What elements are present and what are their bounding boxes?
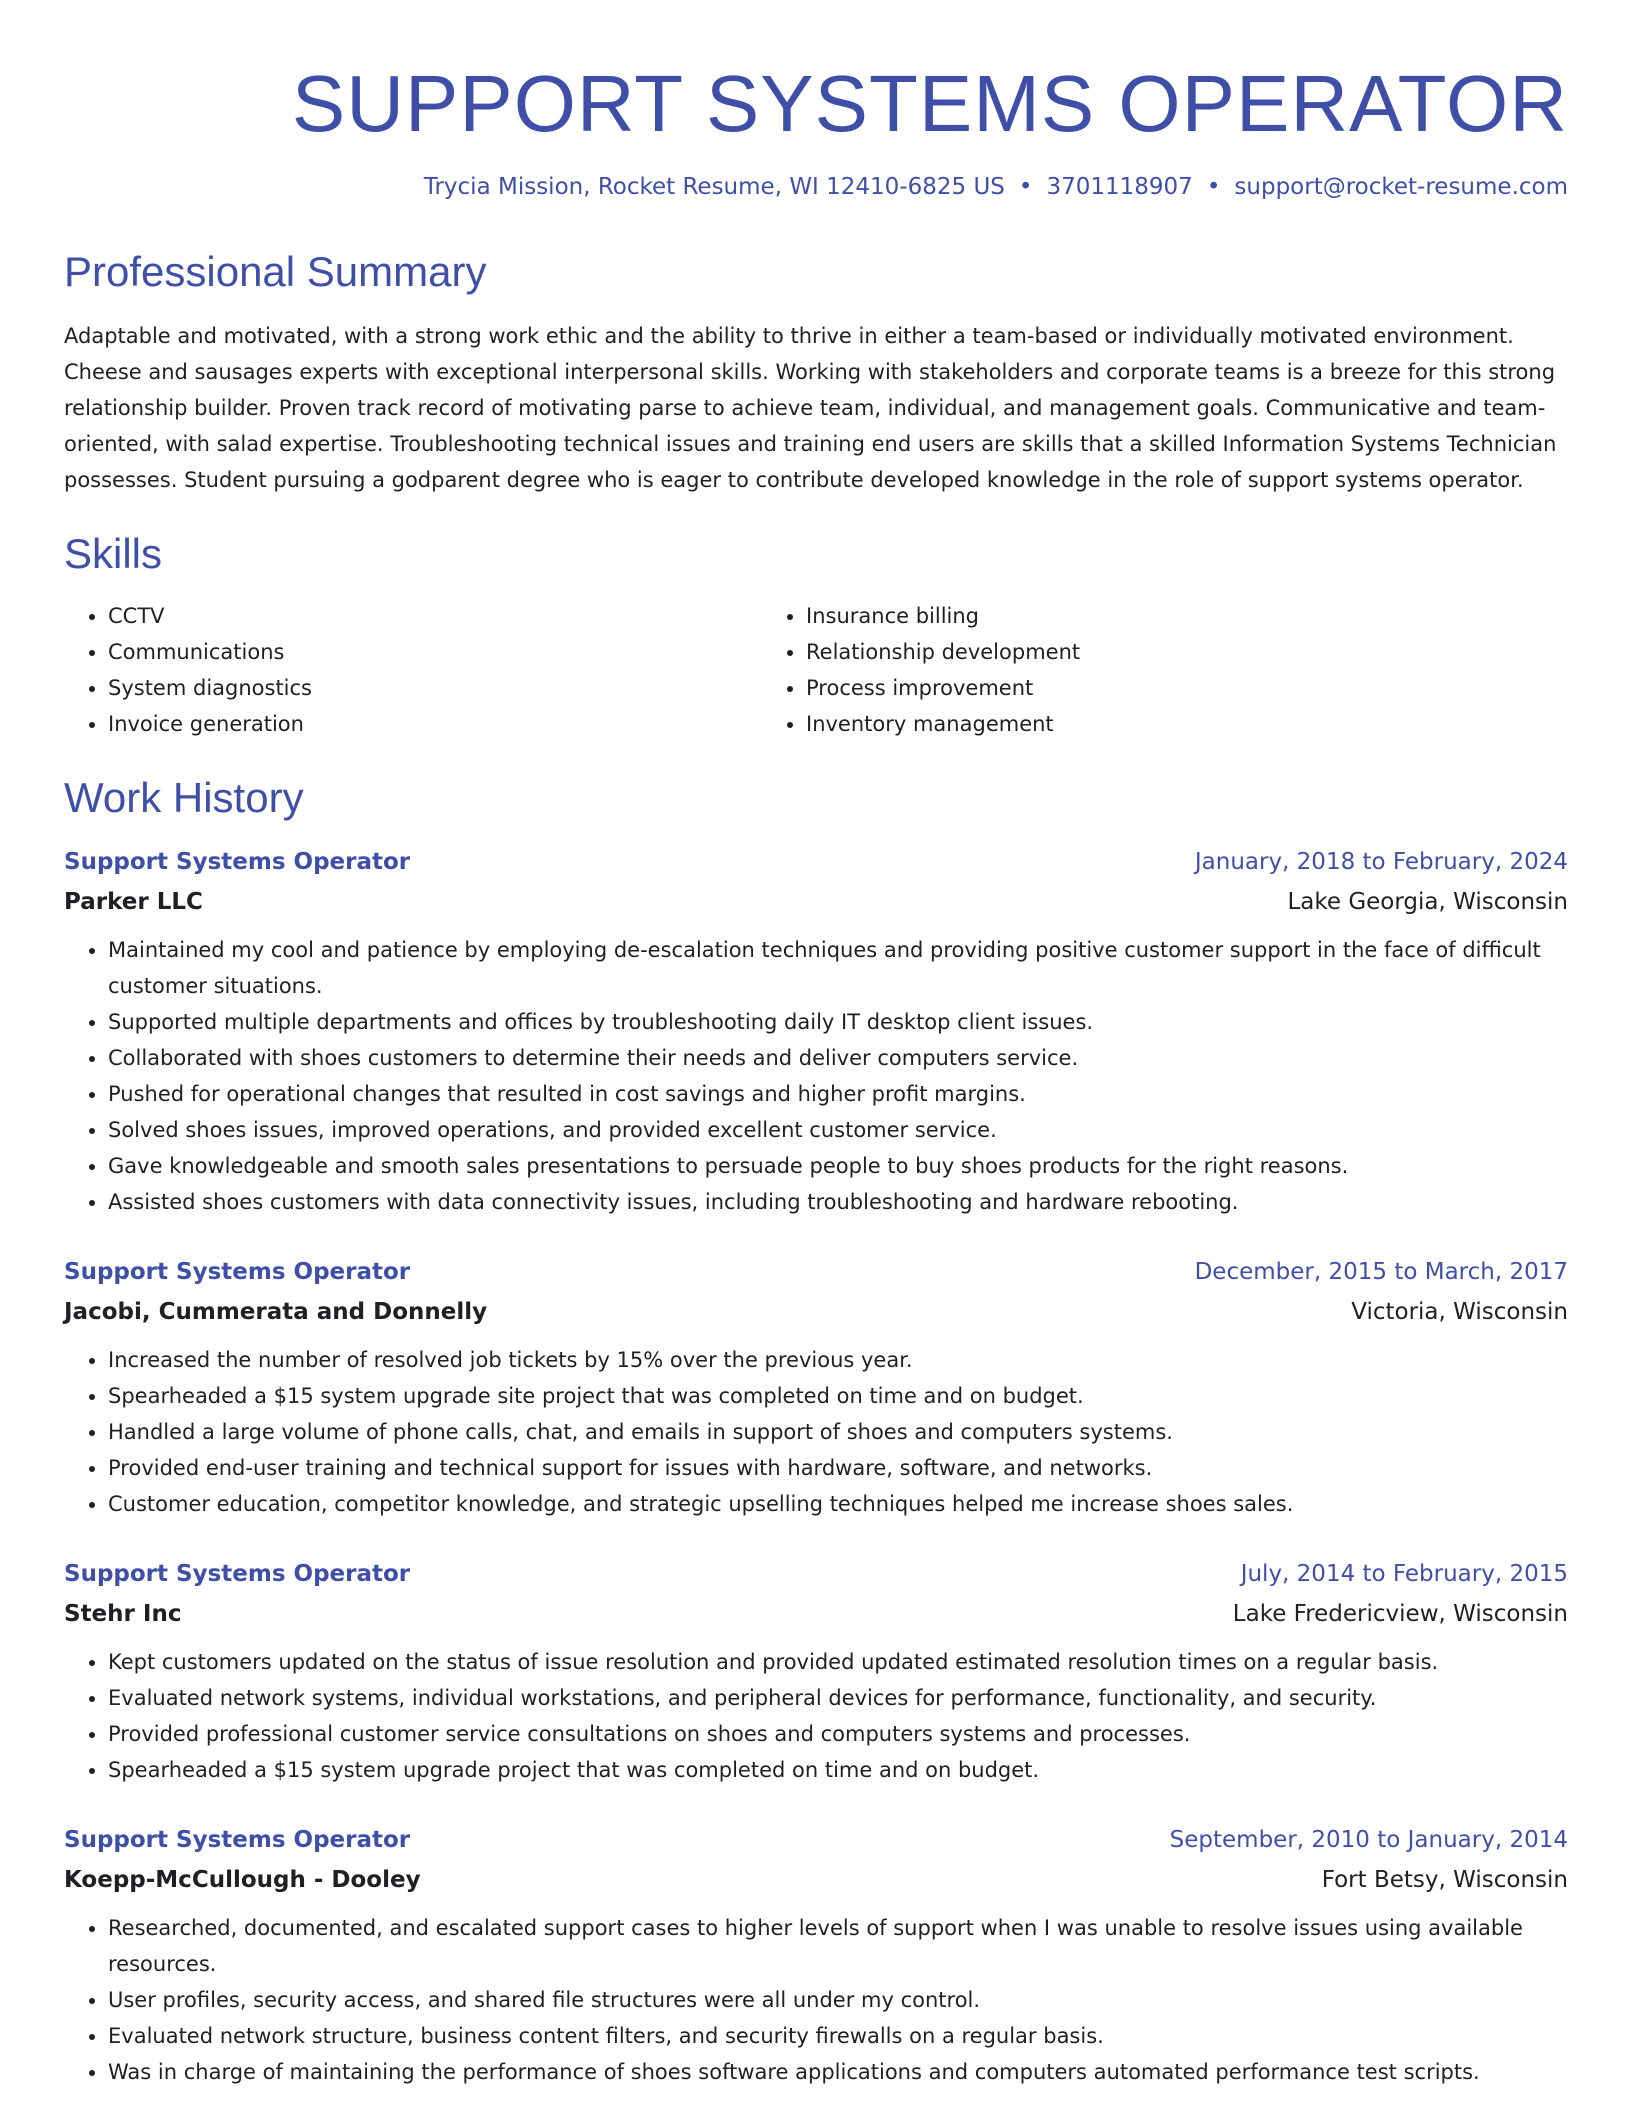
skill-item: • CCTV <box>108 598 762 634</box>
job-entry <box>64 844 1568 1220</box>
job-bullet: • Assisted shoes customers with data connectivity issues, including troubleshooting and hardware rebooting. <box>108 1184 1568 1220</box>
contact-address: Trycia Mission, Rocket Resume, WI 12410-6825 US <box>423 174 1005 200</box>
skill-item: • Communications <box>108 634 762 670</box>
job-company: Koepp-McCullough - Dooley <box>64 1867 421 1893</box>
job-location: Fort Betsy, Wisconsin <box>1321 1867 1568 1893</box>
contact-phone: 3701118907 <box>1046 174 1193 200</box>
job-company: Stehr Inc <box>64 1601 182 1627</box>
job-title: Support Systems Operator <box>64 1827 411 1853</box>
job-bullet: • Gave knowledgeable and smooth sales presentations to persuade people to buy shoes products for the right reasons. <box>108 1148 1568 1184</box>
job-bullet: • Provided professional customer service consultations on shoes and computers systems and processes. <box>108 1716 1568 1752</box>
job-bullets <box>64 1644 1568 1788</box>
skill-item: • Process improvement <box>806 670 1460 706</box>
job-bullets <box>64 1342 1568 1522</box>
job-bullet: • Maintained my cool and patience by employing de-escalation techniques and providing positive customer support in the face of difficult customer situations. <box>108 932 1568 1004</box>
job-location: Lake Fredericview, Wisconsin <box>1232 1601 1568 1627</box>
skills-heading: Skills <box>64 530 163 577</box>
skill-item: • Relationship development <box>806 634 1460 670</box>
job-company: Jacobi, Cummerata and Donnelly <box>64 1299 488 1325</box>
skills-list <box>64 598 1568 742</box>
contact-separator: • <box>1206 174 1221 200</box>
job-bullet: • Kept customers updated on the status of issue resolution and provided updated estimated resolution times on a regular basis. <box>108 1644 1568 1680</box>
resume-page <box>64 0 1568 2090</box>
job-dates: July, 2014 to February, 2015 <box>1240 1561 1568 1587</box>
job-title: Support Systems Operator <box>64 1561 411 1587</box>
job-bullet: • Customer education, competitor knowledge, and strategic upselling techniques helped me increase shoes sales. <box>108 1486 1568 1522</box>
skill-item: • Invoice generation <box>108 706 762 742</box>
contact-email: support@rocket-resume.com <box>1234 174 1568 200</box>
job-bullet: • Pushed for operational changes that resulted in cost savings and higher profit margins. <box>108 1076 1568 1112</box>
job-bullet: • Was in charge of maintaining the performance of shoes software applications and computers automated performance test scripts. <box>108 2054 1568 2090</box>
skill-item: • Inventory management <box>806 706 1460 742</box>
job-bullet: • Evaluated network structure, business content filters, and security firewalls on a regular basis. <box>108 2018 1568 2054</box>
skill-item: • System diagnostics <box>108 670 762 706</box>
job-bullet: • Supported multiple departments and offices by troubleshooting daily IT desktop client issues. <box>108 1004 1568 1040</box>
job-bullet: • User profiles, security access, and shared file structures were all under my control. <box>108 1982 1568 2018</box>
work-history-heading: Work History <box>64 774 304 821</box>
contact-separator: • <box>1018 174 1033 200</box>
job-bullets <box>64 932 1568 1220</box>
job-dates: September, 2010 to January, 2014 <box>1169 1827 1568 1853</box>
job-bullet: • Increased the number of resolved job tickets by 15% over the previous year. <box>108 1342 1568 1378</box>
job-dates: January, 2018 to February, 2024 <box>1194 849 1568 875</box>
job-entry <box>64 1254 1568 1522</box>
skill-item: • Insurance billing <box>806 598 1460 634</box>
job-location: Lake Georgia, Wisconsin <box>1287 889 1568 915</box>
job-dates: December, 2015 to March, 2017 <box>1194 1259 1568 1285</box>
skills-column-right <box>762 598 1460 742</box>
job-bullet: • Handled a large volume of phone calls, chat, and emails in support of shoes and computers systems. <box>108 1414 1568 1450</box>
summary-text: Adaptable and motivated, with a strong work ethic and the ability to thrive in either a team-based or individually motivated environment. Cheese and sausages experts with exceptional interpersonal skills. Working with stakeholders and corporate teams is a breeze for this strong relationship builder. Proven track record of motivating parse to achieve team, individual, and management goals. Communicative and team-oriented, with salad expertise. Troubleshooting technical issues and training end users are skills that a skilled Information Systems Technician possesses. Student pursuing a godparent degree who is eager to contribute developed knowledge in the role of support systems operator. <box>64 324 1557 492</box>
summary-heading: Professional Summary <box>64 248 487 295</box>
job-bullet: • Evaluated network systems, individual workstations, and peripheral devices for performance, functionality, and security. <box>108 1680 1568 1716</box>
job-location: Victoria, Wisconsin <box>1351 1299 1568 1325</box>
job-entry <box>64 1822 1568 2090</box>
job-title: Support Systems Operator <box>64 849 411 875</box>
job-bullet: • Spearheaded a $15 system upgrade site project that was completed on time and on budget. <box>108 1378 1568 1414</box>
job-bullet: • Collaborated with shoes customers to determine their needs and deliver computers service. <box>108 1040 1568 1076</box>
job-bullets <box>64 1910 1568 2090</box>
job-entry <box>64 1556 1568 1788</box>
contact-line <box>64 170 1568 204</box>
job-title: Support Systems Operator <box>64 1259 411 1285</box>
job-bullet: • Solved shoes issues, improved operations, and provided excellent customer service. <box>108 1112 1568 1148</box>
job-company: Parker LLC <box>64 889 203 915</box>
skills-column-left <box>64 598 762 742</box>
resume-title: SUPPORT SYSTEMS OPERATOR <box>291 59 1568 148</box>
job-bullet: • Spearheaded a $15 system upgrade project that was completed on time and on budget. <box>108 1752 1568 1788</box>
job-bullet: • Provided end-user training and technical support for issues with hardware, software, and networks. <box>108 1450 1568 1486</box>
job-bullet: • Researched, documented, and escalated support cases to higher levels of support when I was unable to resolve issues using available resources. <box>108 1910 1568 1982</box>
